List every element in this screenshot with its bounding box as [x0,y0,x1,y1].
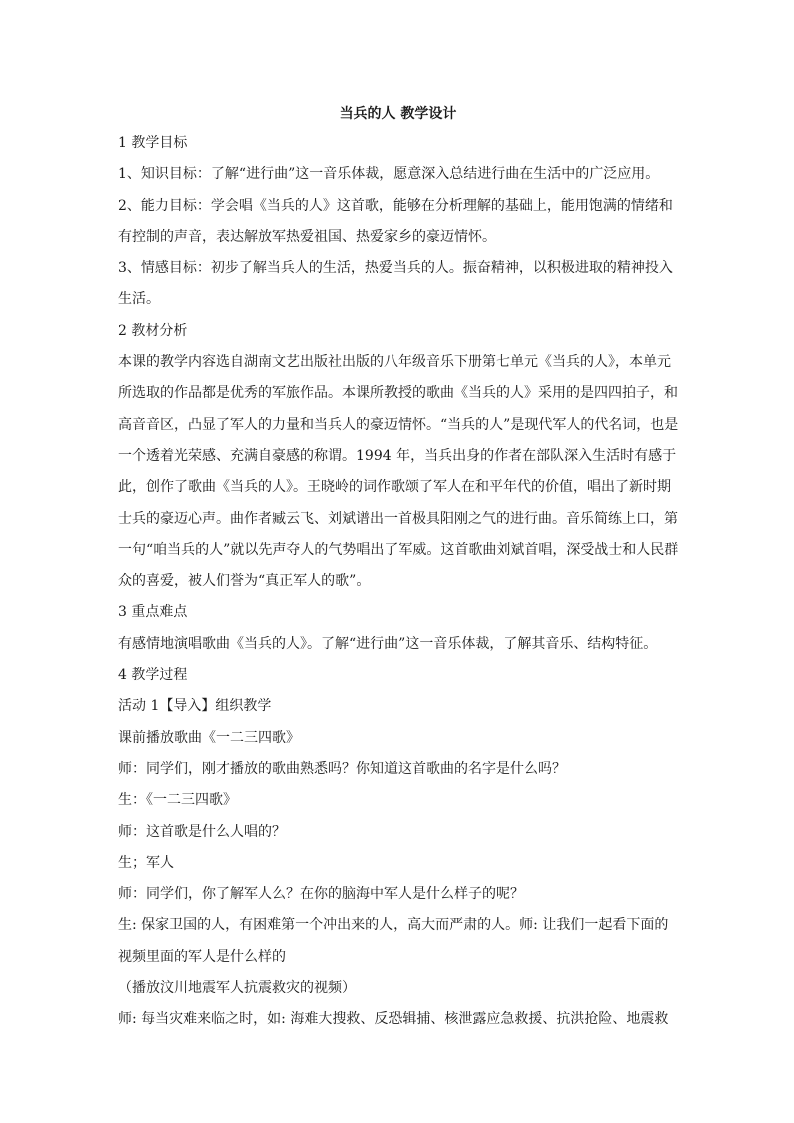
text-line: 有控制的声音，表达解放军热爱祖国、热爱家乡的豪迈情怀。 [118,228,496,245]
text-line: 所选取的作品都是优秀的军旅作品。本课所教授的歌曲《当兵的人》采用的是四四拍子，和 [118,385,678,402]
dialogue-line: 生；军人 [118,854,174,871]
dialogue-line: 师：同学们，你了解军人么？在你的脑海中军人是什么样子的呢？ [118,886,524,903]
heading-objectives: 1 教学目标 [118,135,188,151]
activity-heading: 活动 1【导入】组织教学 [118,698,272,715]
text-line: 生活。 [118,291,160,308]
text-line: 士兵的豪迈心声。曲作者臧云飞、刘斌谱出一首极具阳刚之气的进行曲。音乐简练上口，第 [118,510,678,527]
dialogue-line: 师: 每当灾难来临之时，如: 海难大搜救、反恐辑捕、核泄露应急救援、抗洪抢险、地震救 [118,1011,669,1028]
document-body [118,128,678,1036]
text-line: 1、知识目标：了解“进行曲”这一音乐体裁，愿意深入总结进行曲在生活中的广泛应用。 [118,166,660,183]
text-line: 2、能力目标：学会唱《当兵的人》这首歌，能够在分析理解的基础上，能用饱满的情绪和 [118,197,673,214]
text-line: 有感情地演唱歌曲《当兵的人》。了解“进行曲”这一音乐体裁，了解其音乐、结构特征。 [118,635,658,652]
text-line: 众的喜爱，被人们誉为“真正军人的歌”。 [118,573,371,590]
text-line: 一句“咱当兵的人”就以先声夺人的气势唱出了军威。这首歌曲刘斌首唱，深受战士和人民群 [118,541,678,558]
heading-material-analysis: 2 教材分析 [118,322,188,339]
dialogue-line: 师：这首歌是什么人唱的？ [118,823,286,840]
dialogue-line: 师：同学们，刚才播放的歌曲熟悉吗？你知道这首歌曲的名字是什么吗？ [118,760,566,777]
document-title: 当兵的人 教学设计 [339,106,457,122]
dialogue-line: 生: 保家卫国的人，有困难第一个冲出来的人，高大而严肃的人。师: 让我们一起看下面的 [118,917,669,934]
dialogue-line: （播放汶川地震军人抗震救灾的视频） [118,980,356,997]
text-line: 3、情感目标：初步了解当兵人的生活，热爱当兵的人。振奋精神，以积极进取的精神投入 [118,260,673,277]
dialogue-line: 生：《一二三四歌》 [118,792,237,809]
text-line: 此，创作了歌曲《当兵的人》。王晓岭的词作歌颂了军人在和平年代的价值，唱出了新时期 [118,479,671,496]
text-line: 高音音区，凸显了军人的力量和当兵人的豪迈情怀。“当兵的人”是现代军人的代名词，也是 [118,416,678,433]
heading-key-points: 3 重点难点 [118,604,188,621]
text-line: 课前播放歌曲《一二三四歌》 [118,729,300,746]
text-line: 一个透着光荣感、充满自豪感的称谓。1994 年，当兵出身的作者在部队深入生活时有感于 [118,447,677,464]
dialogue-line: 视频里面的军人是什么样的 [118,948,286,965]
heading-teaching-process: 4 教学过程 [118,667,188,684]
document-page [118,100,678,1036]
text-line: 本课的教学内容选自湖南文艺出版社出版的八年级音乐下册第七单元《当兵的人》，本单元 [118,354,671,371]
